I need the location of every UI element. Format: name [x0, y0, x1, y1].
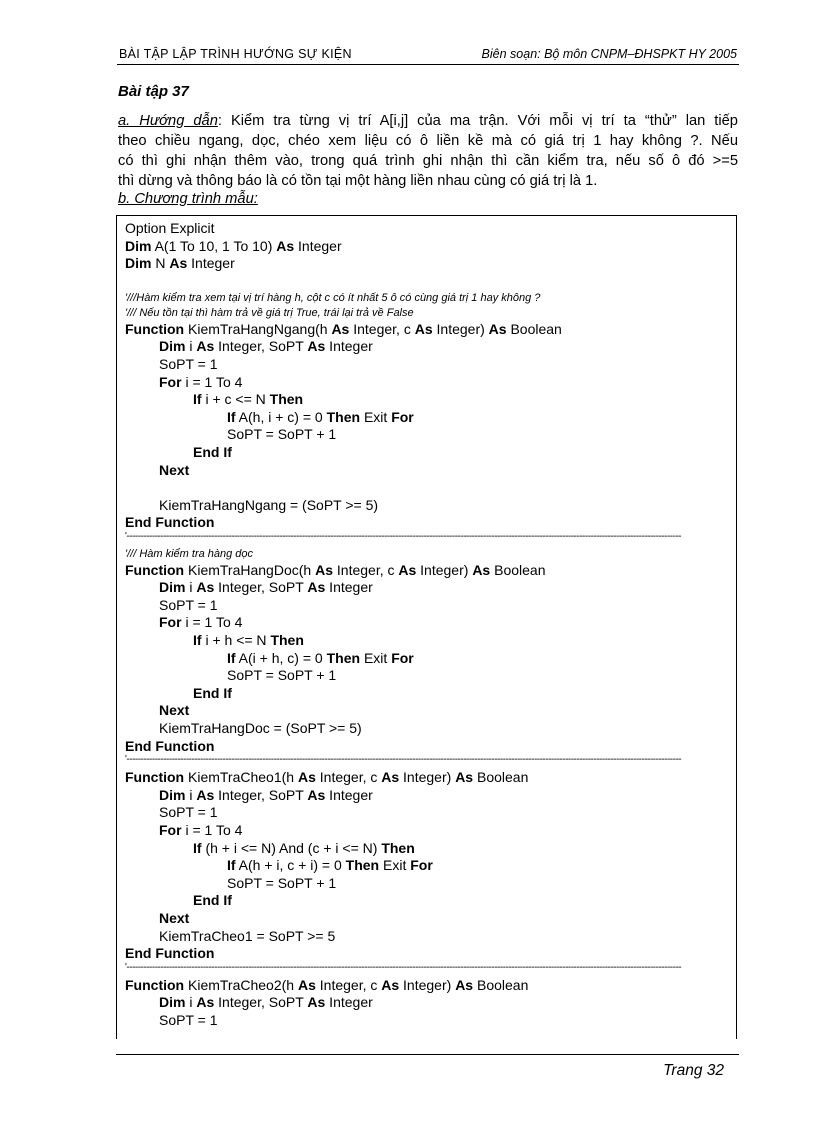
- code-keyword: Dim: [159, 579, 186, 596]
- code-line: [125, 562, 546, 579]
- code-line: [159, 994, 373, 1011]
- code-line: [125, 220, 214, 237]
- code-line: [193, 444, 232, 461]
- code-keyword: If: [193, 391, 202, 408]
- code-keyword: For: [391, 649, 414, 666]
- code-text: Integer): [416, 561, 473, 578]
- code-text: '----------------------------------------------------------------------------------------------------------------------------------------------------------------------------------------------------: [125, 532, 682, 542]
- code-text: Integer: [325, 338, 373, 355]
- code-keyword: As: [455, 769, 474, 786]
- code-text: Option Explicit: [125, 220, 215, 236]
- code-line: [125, 321, 562, 338]
- code-line: [193, 892, 232, 909]
- code-text: Integer): [399, 976, 456, 993]
- header-course-title: BÀI TẬP LẬP TRÌNH HƯỚNG SỰ KIỆN: [119, 47, 352, 61]
- code-keyword: For: [391, 408, 414, 425]
- code-keyword: Then: [345, 857, 380, 874]
- code-text: '///Hàm kiểm tra xem tại vị trí hàng h, cột c có ít nhất 5 ô có cùng giá trị 1 hay không ?: [125, 291, 541, 304]
- page-number: Trang 32: [663, 1062, 724, 1079]
- code-keyword: End If: [193, 444, 232, 460]
- code-text: Boolean: [490, 561, 546, 578]
- code-line: [193, 391, 303, 408]
- code-text: '/// Hàm kiểm tra hàng dọc: [125, 548, 254, 560]
- code-keyword: As: [381, 976, 400, 993]
- code-line: [193, 632, 304, 649]
- code-separator: [125, 755, 722, 765]
- code-comment: [125, 546, 253, 563]
- code-keyword: As: [196, 579, 215, 596]
- code-text: Integer, SoPT: [214, 579, 308, 596]
- code-keyword: Function: [125, 769, 185, 786]
- code-text: Exit: [379, 857, 411, 874]
- code-line: [125, 255, 235, 272]
- code-line: [227, 857, 433, 874]
- sample-program-label: b. Chương trình mẫu:: [118, 191, 258, 207]
- code-text: Boolean: [473, 976, 529, 993]
- code-text: N: [151, 255, 170, 272]
- code-keyword: End If: [193, 892, 232, 909]
- code-line: [159, 804, 218, 821]
- code-line: [159, 356, 218, 373]
- code-text: SoPT = 1: [159, 356, 218, 372]
- code-line: [159, 462, 189, 479]
- footer-divider: [116, 1054, 739, 1055]
- code-line: [125, 945, 214, 962]
- code-keyword: As: [315, 561, 333, 578]
- code-comment: [125, 290, 540, 307]
- code-keyword: As: [307, 579, 326, 596]
- code-text: A(h + i, c + i) = 0: [235, 857, 346, 874]
- code-line: [159, 614, 242, 631]
- guide-paragraph: [118, 111, 738, 191]
- code-line: [193, 685, 232, 702]
- code-text: i = 1 To 4: [181, 614, 243, 631]
- code-text: Integer: [325, 579, 373, 596]
- code-keyword: End Function: [125, 514, 215, 531]
- code-text: SoPT = 1: [159, 804, 218, 821]
- code-keyword: If: [193, 839, 202, 856]
- code-line: [159, 702, 189, 719]
- code-line: [227, 426, 336, 443]
- code-keyword: As: [472, 561, 491, 578]
- code-text: Exit: [360, 649, 392, 666]
- code-line: [159, 787, 373, 804]
- code-keyword: Next: [159, 909, 190, 926]
- header-author: Biên soạn: Bộ môn CNPM–ĐHSPKT HY 2005: [481, 47, 737, 61]
- code-text: i: [185, 786, 197, 803]
- code-keyword: Dim: [125, 255, 152, 272]
- code-text: Integer: [187, 255, 235, 272]
- code-text: Integer, SoPT: [214, 338, 308, 355]
- code-line: [159, 338, 373, 355]
- code-text: SoPT = SoPT + 1: [227, 667, 337, 684]
- code-line: [159, 597, 218, 614]
- code-keyword: As: [276, 237, 295, 254]
- code-keyword: Dim: [159, 994, 186, 1011]
- guide-line-2: theo chiều ngang, dọc, chéo xem liệu có ô liền kề mà có giá trị 1 hay không ?. Nếu: [118, 133, 738, 149]
- code-text: '/// Nếu tồn tại thì hàm trả về giá trị True, trái lại trả về False: [125, 307, 414, 320]
- code-line: [125, 977, 528, 994]
- code-separator: [125, 532, 722, 542]
- code-keyword: End If: [193, 684, 232, 701]
- code-keyword: For: [159, 614, 182, 631]
- code-line: [125, 514, 214, 531]
- code-separator: [125, 963, 722, 973]
- code-line: [125, 769, 528, 786]
- code-keyword: End Function: [125, 737, 215, 754]
- code-text: i: [185, 579, 197, 596]
- code-text: Integer: [294, 237, 342, 254]
- code-keyword: As: [455, 976, 474, 993]
- exercise-title: Bài tập 37: [118, 83, 189, 100]
- code-text: KiemTraCheo2(h: [184, 976, 298, 993]
- code-keyword: As: [169, 255, 188, 272]
- code-line: [125, 238, 342, 255]
- code-text: Boolean: [473, 769, 529, 786]
- code-line: [227, 667, 336, 684]
- code-text: A(h, i + c) = 0: [235, 408, 327, 425]
- code-keyword: Function: [125, 976, 185, 993]
- code-keyword: Then: [270, 631, 304, 648]
- guide-label: a. Hướng dẫn: [118, 113, 218, 129]
- code-text: A(i + h, c) = 0: [235, 649, 327, 666]
- code-keyword: If: [193, 631, 202, 648]
- code-text: (h + i <= N) And (c + i <= N): [201, 839, 382, 856]
- code-keyword: As: [307, 786, 326, 803]
- code-text: i = 1 To 4: [181, 821, 243, 838]
- code-text: '----------------------------------------------------------------------------------------------------------------------------------------------------------------------------------------------------: [125, 962, 682, 973]
- code-keyword: As: [297, 769, 316, 786]
- code-text: Integer: [325, 786, 373, 803]
- code-keyword: Then: [269, 391, 304, 408]
- code-text: KiemTraHangDoc(h: [184, 561, 316, 578]
- code-line: [159, 822, 242, 839]
- code-keyword: Next: [159, 702, 190, 719]
- code-keyword: For: [410, 857, 433, 874]
- code-line: [159, 1012, 218, 1029]
- code-keyword: As: [196, 994, 215, 1011]
- code-keyword: For: [159, 821, 182, 838]
- code-text: Integer, c: [315, 769, 382, 786]
- code-keyword: As: [307, 338, 326, 355]
- code-text: Boolean: [506, 320, 562, 337]
- code-line: [159, 497, 378, 514]
- code-line: [159, 374, 242, 391]
- code-keyword: Function: [125, 561, 185, 578]
- guide-line-1: : Kiểm tra từng vị trí A[i,j] của ma trận. Với mỗi vị trí ta “thử” lan tiếp: [217, 113, 738, 129]
- code-line: [159, 720, 362, 737]
- code-text: KiemTraHangNgang = (SoPT >= 5): [159, 496, 379, 513]
- code-line: [227, 650, 414, 667]
- code-keyword: Dim: [159, 786, 186, 803]
- code-keyword: As: [196, 786, 215, 803]
- guide-line-3: có thì ghi nhận thêm vào, trong quá trình ghi nhận thì cần kiểm tra, nếu số ô đó >=5: [118, 153, 738, 169]
- code-keyword: As: [196, 338, 215, 355]
- code-keyword: Dim: [159, 338, 186, 355]
- code-text: Integer): [399, 769, 456, 786]
- code-keyword: As: [488, 320, 507, 337]
- code-text: i + h <= N: [201, 631, 271, 648]
- code-line: [125, 738, 214, 755]
- code-text: Integer, SoPT: [214, 786, 308, 803]
- code-text: Integer, c: [333, 561, 399, 578]
- code-line: [159, 928, 335, 945]
- code-keyword: Function: [125, 320, 185, 337]
- code-text: SoPT = SoPT + 1: [227, 874, 337, 891]
- code-keyword: End Function: [125, 945, 215, 962]
- code-keyword: If: [227, 408, 236, 425]
- code-text: Integer, c: [349, 320, 415, 337]
- code-text: '----------------------------------------------------------------------------------------------------------------------------------------------------------------------------------------------------: [125, 755, 682, 766]
- code-keyword: Then: [326, 649, 361, 666]
- code-text: SoPT = SoPT + 1: [227, 426, 337, 443]
- code-comment: [125, 305, 414, 322]
- code-text: i + c <= N: [201, 391, 270, 408]
- code-text: Exit: [360, 408, 392, 425]
- code-keyword: If: [227, 649, 236, 666]
- code-text: i: [185, 338, 197, 355]
- code-line: [227, 875, 336, 892]
- code-listing: [116, 215, 737, 1039]
- code-keyword: Next: [159, 461, 190, 478]
- code-keyword: If: [227, 857, 236, 874]
- code-text: SoPT = 1: [159, 596, 218, 613]
- code-keyword: As: [381, 769, 400, 786]
- code-keyword: As: [414, 320, 433, 337]
- code-text: i = 1 To 4: [181, 373, 243, 390]
- code-line: [193, 840, 415, 857]
- code-text: KiemTraHangNgang(h: [184, 320, 332, 337]
- code-line: [159, 579, 373, 596]
- code-text: Integer: [325, 994, 373, 1011]
- code-line: [227, 409, 414, 426]
- code-line: [159, 910, 189, 927]
- code-keyword: For: [159, 373, 182, 390]
- code-text: Integer, SoPT: [214, 994, 308, 1011]
- page-header: [117, 46, 739, 65]
- code-keyword: Then: [326, 408, 361, 425]
- code-keyword: As: [398, 561, 417, 578]
- code-keyword: Then: [381, 839, 415, 856]
- code-keyword: As: [331, 320, 350, 337]
- code-text: A(1 To 10, 1 To 10): [151, 237, 277, 254]
- code-text: i: [185, 994, 197, 1011]
- code-keyword: As: [307, 994, 326, 1011]
- code-text: KiemTraCheo1 = SoPT >= 5: [159, 927, 336, 944]
- code-text: Integer): [432, 320, 489, 337]
- code-text: Integer, c: [315, 976, 382, 993]
- code-text: KiemTraCheo1(h: [184, 769, 298, 786]
- code-keyword: As: [297, 976, 316, 993]
- code-keyword: Dim: [125, 237, 152, 254]
- code-text: SoPT = 1: [159, 1011, 218, 1028]
- code-text: KiemTraHangDoc = (SoPT >= 5): [159, 719, 362, 736]
- guide-line-4: thì dừng và thông báo là có tồn tại một hàng liền nhau cùng có giá trị là 1.: [118, 173, 598, 189]
